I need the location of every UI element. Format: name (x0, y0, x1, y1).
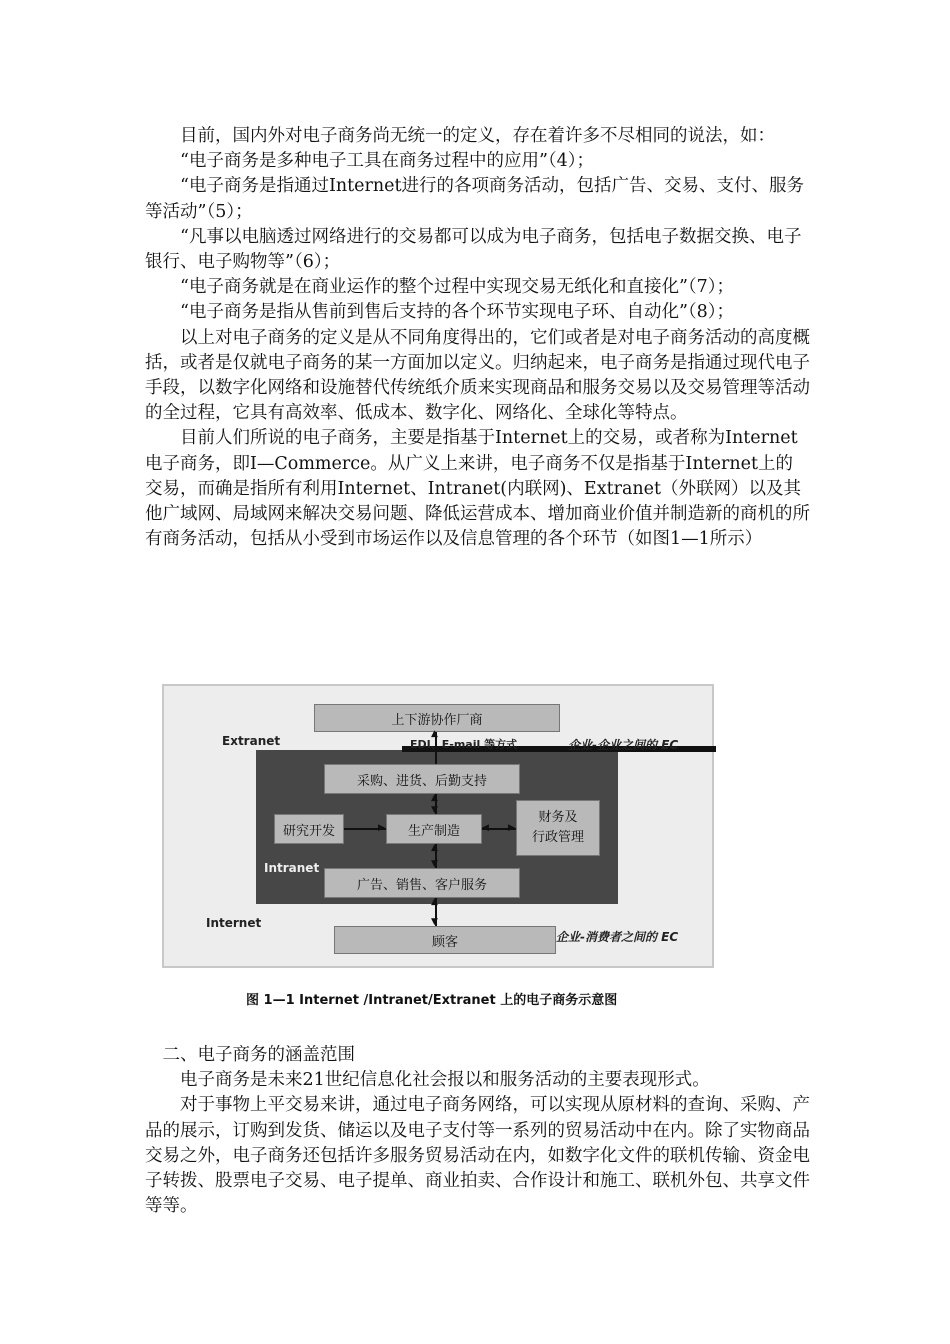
coverage-paragraph-1: 电子商务是未来21世纪信息化社会报以和服务活动的主要表现形式。 (180, 1070, 710, 1091)
coverage-paragraph-2: 对于事物上平交易来讲，通过电子商务网络，可以实现从原材料的查询、采购、产品的展示，订购到发货、储运以及电子支付等一系列的贸易活动中在内。除了实物商品交易之外，电子商务还包括许多服务贸易活动在内，如数字化文件的联机传输、资金电子转拨、股票电子交易、电子提单、商业拍卖、合作设计和施工、联机外包、共享文件等等。 (145, 1095, 810, 1217)
arrow-right-icon: ▶ (378, 823, 385, 833)
sales-box: 广告、销售、客户服务 (324, 868, 520, 898)
arrow-down-icon-2: ▼ (431, 859, 438, 869)
definition-quote-6: “凡事以电脑透过网络进行的交易都可以成为电子商务，包括电子数据交换、电子银行、电子购物等”（6）； (145, 226, 802, 273)
arrow-right-icon-2: ▶ (508, 823, 515, 833)
arrow-up-icon-2: ▲ (431, 843, 438, 853)
arrow-down-icon: ▼ (431, 805, 438, 815)
intro-paragraph-2: 以上对电子商务的定义是从不同角度得出的，它们或者是对电子商务活动的高度概括，或者是仅就电子商务的某一方面加以定义。归纳起来，电子商务是指通过现代电子手段，以数字化网络和设施替代传统纸介质来实现商品和服务交易以及交易管理等活动的全过程，它具有高效率、低成本、数字化、网络化、全球化等特点。 (145, 327, 810, 424)
definition-quote-8: “电子商务是指从售前到售后支持的各个环节实现电子环、自动化”（8）； (180, 302, 735, 323)
b2c-ec-label: 企业-消费者之间的 EC (556, 930, 679, 944)
intro-paragraph-1: 目前，国内外对电子商务尚无统一的定义，存在着许多不尽相同的说法，如： (180, 126, 775, 146)
figure-caption: 图 1—1 Internet /Intranet/Extranet 上的电子商务示意图 (246, 993, 618, 1008)
definition-quote-5: “电子商务是指通过Internet进行的各项商务活动，包括广告、交易、支付、服务等活动”（5）； (145, 176, 805, 222)
partners-box: 上下游协作厂商 (314, 704, 560, 732)
arrow-up-icon-3: ▲ (431, 897, 438, 907)
definition-quote-4: “电子商务是多种电子工具在商务过程中的应用”（4）； (180, 151, 595, 172)
intro-section (145, 124, 810, 552)
arrow-left-icon: ◀ (482, 823, 489, 833)
ec-diagram (162, 684, 714, 968)
definition-quote-7: “电子商务就是在商业运作的整个过程中实现交易无纸化和直接化”（7）； (180, 277, 735, 298)
coverage-section (145, 1043, 810, 1219)
rnd-box: 研究开发 (274, 814, 344, 844)
intranet-label: Intranet (264, 861, 320, 875)
finance-line-2: 行政管理 (531, 830, 584, 845)
arrow-updown-icon: ▲ (431, 793, 438, 803)
production-box: 生产制造 (386, 814, 482, 844)
b2b-ec-label: 企业-企业之间的 EC (568, 738, 679, 752)
finance-line-1: 财务及 (538, 810, 578, 825)
customer-box: 顾客 (334, 926, 556, 954)
finance-box (516, 800, 600, 856)
internet-label: Internet (206, 916, 262, 930)
arrow-down-icon-3: ▼ (431, 917, 438, 927)
arrow-up-icon: ▲ (431, 729, 438, 739)
intro-paragraph-3: 目前人们所说的电子商务，主要是指基于Internet上的交易，或者称为Internet电子商务，即I—Commerce。从广义上来讲，电子商务不仅是指基于Internet上的交易，而确是指所有利用Internet、Intranet(内联网)、Extranet（外联网）以及其他广域网、局域网来解决交易问题、降低运营成本、增加商业价值并制造新的商机的所有商务活动，包括从小受到市场运作以及信息管理的各个环节（如图1—1所示） (145, 428, 810, 550)
section-heading: 二、电子商务的涵盖范围 (162, 1045, 355, 1065)
purchase-box: 采购、进货、后勤支持 (324, 764, 520, 794)
extranet-label: Extranet (222, 734, 281, 748)
edi-email-label: EDI、E-mail 等方式 (410, 738, 518, 751)
